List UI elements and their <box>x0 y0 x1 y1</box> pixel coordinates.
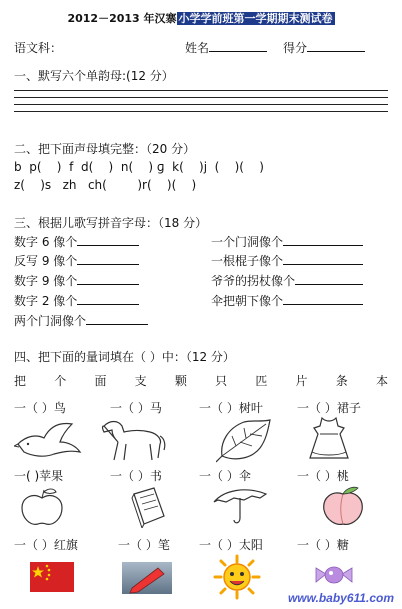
writing-line <box>14 104 388 105</box>
measure-word: 本 <box>375 374 388 388</box>
measure-word: 条 <box>335 374 348 388</box>
fill-item: 一（ ）笔 <box>118 538 170 552</box>
watermark: www.baby611.com <box>287 591 394 605</box>
measure-word: 只 <box>215 374 228 388</box>
score-underline <box>307 41 365 52</box>
measure-word-bank <box>14 372 388 389</box>
writing-line <box>14 90 388 91</box>
fill-item: 一（ ）鸟 <box>14 401 66 415</box>
section4-heading: 四、把下面的量词填在（ ）中：（12 分） <box>14 350 235 364</box>
name-field[interactable] <box>185 39 267 56</box>
candy-icon <box>314 560 354 590</box>
page-title <box>0 10 402 26</box>
fill-item: 一（ ）裙子 <box>297 401 361 415</box>
rhyme-item: 爷爷的拐杖像个 <box>211 272 363 289</box>
fill-item: 一（ ）红旗 <box>14 538 78 552</box>
rhyme-item: 反写 9 像个 <box>14 252 139 269</box>
measure-word: 个 <box>54 374 67 388</box>
consonant-line-2: z( )s zh ch( )r( )( ) <box>14 178 197 192</box>
subject-label: 语文科： <box>14 41 63 55</box>
fill-item: 一（ ）树叶 <box>199 401 263 415</box>
score-field[interactable] <box>283 39 365 56</box>
section3-heading: 三、根据儿歌写拼音字母：（18 分） <box>14 216 208 230</box>
rhyme-item: 两个门洞像个 <box>14 312 148 329</box>
name-label: 姓名 <box>185 41 210 55</box>
leaf-icon <box>216 416 274 464</box>
fill-item: 一（ ）太阳 <box>199 538 263 552</box>
rhyme-item: 一根棍子像个 <box>211 252 363 269</box>
consonant-line-1: b p( ) f d( ) n( ) ɡ k( )j ( )( ) <box>14 160 264 174</box>
rhyme-item: 数字 6 像个 <box>14 233 139 250</box>
fill-item: 一（ ）桃 <box>297 469 349 483</box>
pencil-icon <box>122 562 172 594</box>
dress-icon <box>306 414 352 462</box>
measure-word: 面 <box>94 374 107 388</box>
apple-icon <box>18 486 66 528</box>
rhyme-item: 伞把朝下像个 <box>211 292 363 309</box>
flag-icon <box>30 562 74 592</box>
measure-word: 匹 <box>255 374 268 388</box>
writing-line <box>14 111 388 112</box>
measure-word: 片 <box>295 374 308 388</box>
section1-heading: 一、默写六个单韵母:(12 分） <box>14 69 174 83</box>
rhyme-item: 数字 9 像个 <box>14 272 139 289</box>
writing-line <box>14 97 388 98</box>
sun-icon <box>212 554 262 600</box>
score-label: 得分 <box>283 41 308 55</box>
title-prefix: 2012－2013 年汉寨 <box>67 12 177 25</box>
peach-icon <box>318 484 368 528</box>
book-icon <box>128 486 168 528</box>
fill-item: 一( )苹果 <box>14 469 64 483</box>
fill-item: 一（ ）伞 <box>199 469 251 483</box>
fill-item: 一（ ）糖 <box>297 538 349 552</box>
rhyme-item: 一个门洞像个 <box>211 233 363 250</box>
fill-item: 一（ ）马 <box>110 401 162 415</box>
measure-word: 支 <box>134 374 147 388</box>
rhyme-item: 数字 2 像个 <box>14 292 139 309</box>
title-highlight: 小学学前班第一学期期末测试卷 <box>178 12 333 25</box>
measure-word: 把 <box>14 374 27 388</box>
bird-icon <box>14 418 84 464</box>
name-underline <box>209 41 267 52</box>
section2-heading: 二、把下面声母填完整：（20 分） <box>14 142 196 156</box>
umbrella-icon <box>210 484 270 528</box>
measure-word: 颗 <box>174 374 187 388</box>
horse-icon <box>96 414 166 464</box>
fill-item: 一（ ）书 <box>110 469 162 483</box>
